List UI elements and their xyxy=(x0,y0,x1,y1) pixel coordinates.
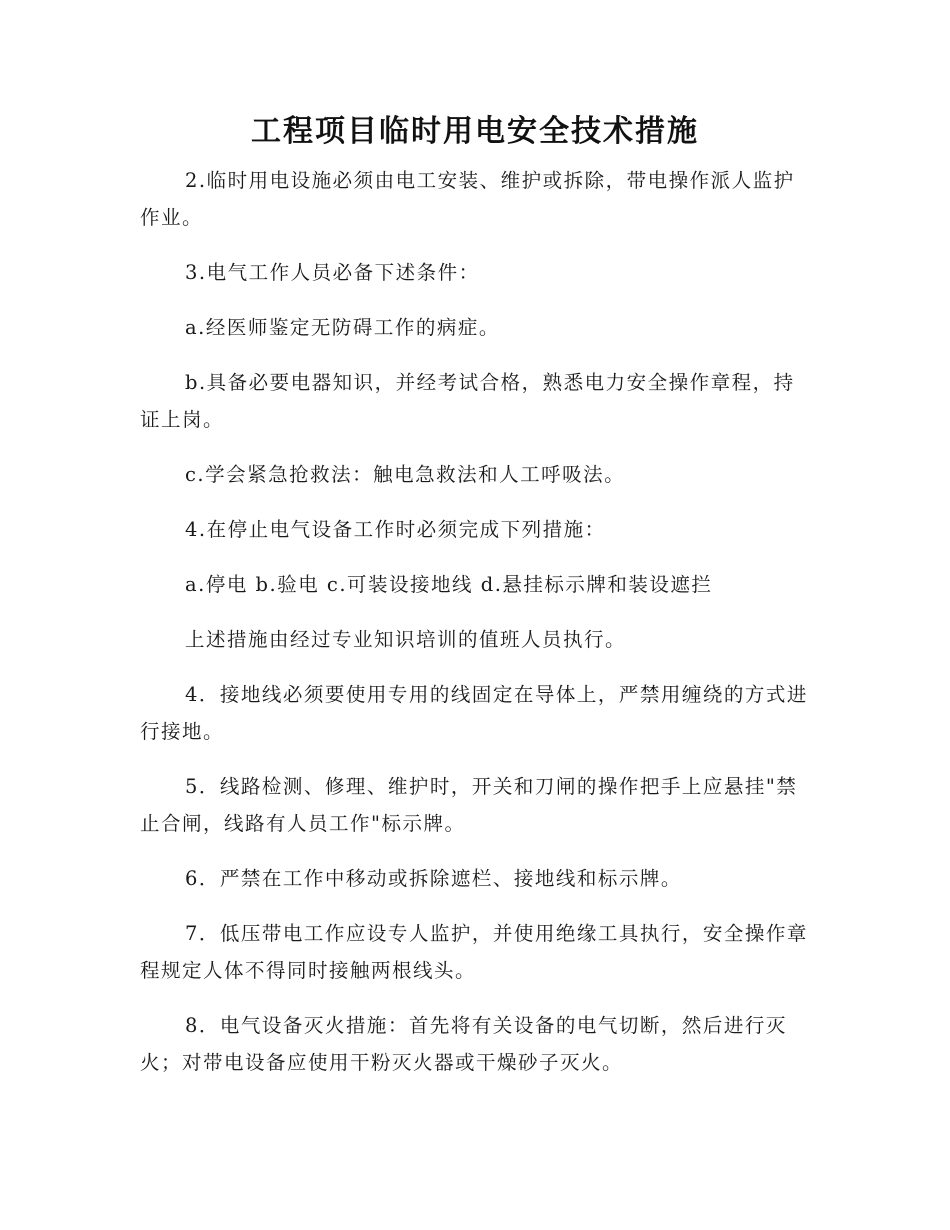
paragraph-electrical-installation: 2.临时用电设施必须由电工安装、维护或拆除，带电操作派人监护作业。 xyxy=(140,169,795,229)
document-body xyxy=(140,162,808,1099)
paragraph-grounding-wire: 4．接地线必须要使用专用的线固定在导体上，严禁用缠绕的方式进行接地。 xyxy=(140,683,808,743)
paragraph-line-maintenance: 5．线路检测、修理、维护时，开关和刀闸的操作把手上应悬挂"禁止合闸，线路有人员工作"标示牌。 xyxy=(140,775,798,835)
paragraph-no-removal: 6．严禁在工作中移动或拆除遮栏、接地线和标示牌。 xyxy=(185,867,682,890)
document-title: 工程项目临时用电安全技术措施 xyxy=(251,114,699,149)
paragraph-condition-b: b.具备必要电器知识，并经考试合格，熟悉电力安全操作章程，持证上岗。 xyxy=(140,371,795,431)
paragraph-fire-fighting: 8．电气设备灭火措施：首先将有关设备的电气切断，然后进行灭火；对带电设备应使用干粉灭火器或干燥砂子灭火。 xyxy=(140,1014,787,1074)
paragraph-duty-staff: 上述措施由经过专业知识培训的值班人员执行。 xyxy=(185,628,627,651)
paragraph-measures-list: a.停电 b.验电 c.可装设接地线 d.悬挂标示牌和装设遮拦 xyxy=(185,573,713,596)
paragraph-worker-requirements: 3.电气工作人员必备下述条件： xyxy=(185,261,480,284)
paragraph-shutdown-measures: 4.在停止电气设备工作时必须完成下列措施： xyxy=(185,518,606,541)
paragraph-low-voltage-work: 7．低压带电工作应设专人监护，并使用绝缘工具执行，安全操作章程规定人体不得同时接触两根线头。 xyxy=(140,922,808,982)
paragraph-condition-a: a.经医师鉴定无防碍工作的病症。 xyxy=(185,316,500,339)
paragraph-condition-c: c.学会紧急抢救法：触电急救法和人工呼吸法。 xyxy=(185,463,626,486)
